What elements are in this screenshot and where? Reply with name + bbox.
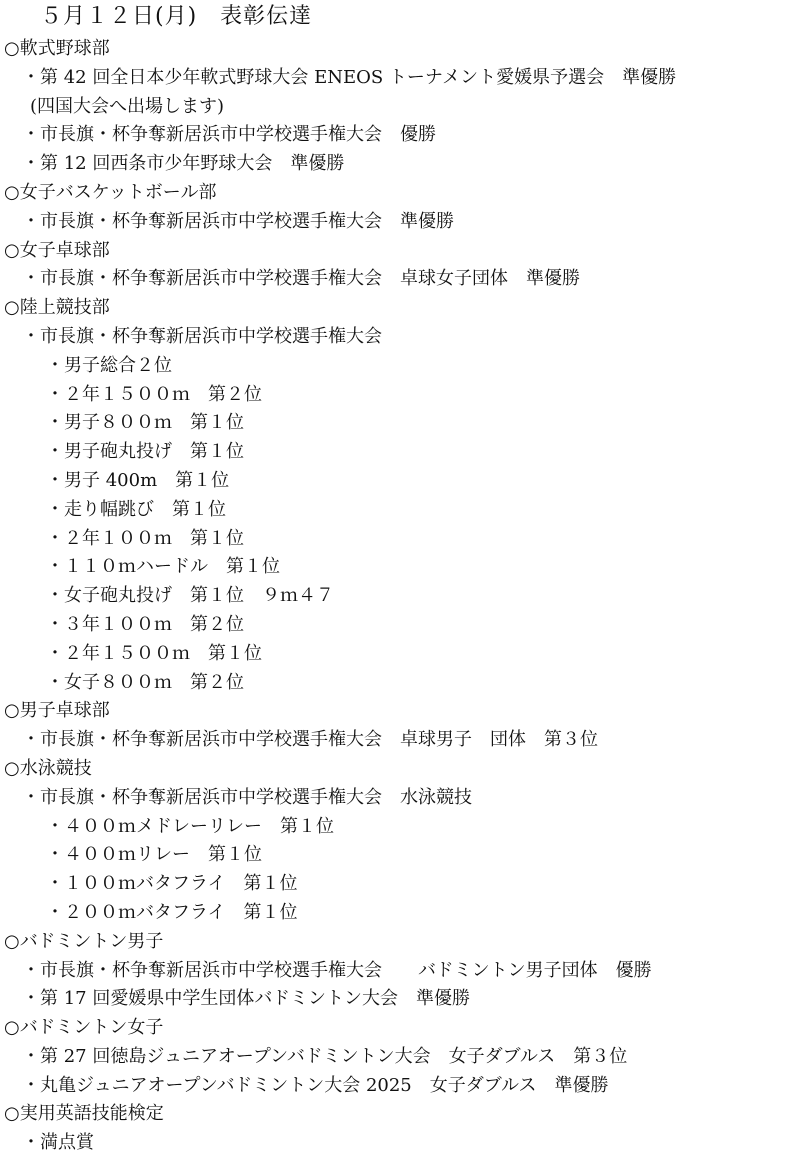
- award-list: [4, 35, 796, 1158]
- section-heading: ○水泳競技: [4, 757, 92, 779]
- award-item: ・市長旗・杯争奪新居浜市中学校選手権大会 準優勝: [22, 210, 454, 232]
- award-item: ・市長旗・杯争奪新居浜市中学校選手権大会: [22, 325, 382, 347]
- section-heading: ○女子バスケットボール部: [4, 181, 217, 203]
- award-subitem: ・２年１００ｍ 第１位: [46, 527, 244, 549]
- award-subitem: ・４００ｍリレー 第１位: [46, 844, 262, 866]
- award-subitem: ・女子８００ｍ 第２位: [46, 671, 244, 693]
- award-subitem: ・４００ｍメドレーリレー 第１位: [46, 815, 334, 837]
- section-heading: ○男子卓球部: [4, 700, 110, 722]
- award-item: ・市長旗・杯争奪新居浜市中学校選手権大会 卓球男子 団体 第３位: [22, 729, 598, 751]
- award-note: (四国大会へ出場します): [30, 95, 225, 117]
- award-item: ・第 27 回徳島ジュニアオープンバドミントン大会 女子ダブルス 第３位: [22, 1045, 628, 1067]
- page-title: ５月１２日(月) 表彰伝達: [40, 4, 313, 29]
- award-item: ・市長旗・杯争奪新居浜市中学校選手権大会 卓球女子団体 準優勝: [22, 268, 580, 290]
- section-heading: ○女子卓球部: [4, 239, 110, 261]
- award-subitem: ・男子 400m 第１位: [46, 469, 230, 491]
- award-subitem: ・男子８００ｍ 第１位: [46, 412, 244, 434]
- award-subitem: ・２年１５００ｍ 第２位: [46, 383, 262, 405]
- section-heading: ○バドミントン女子: [4, 1017, 164, 1039]
- award-item: ・満点賞: [22, 1132, 94, 1154]
- award-item: ・第 17 回愛媛県中学生団体バドミントン大会 準優勝: [22, 988, 470, 1010]
- award-item: ・第 42 回全日本少年軟式野球大会 ENEOS トーナメント愛媛県予選会 準優勝: [22, 66, 677, 88]
- award-subitem: ・１１０ｍハードル 第１位: [46, 556, 280, 578]
- award-item: ・市長旗・杯争奪新居浜市中学校選手権大会 バドミントン男子団体 優勝: [22, 959, 652, 981]
- award-subitem: ・女子砲丸投げ 第１位 ９ｍ４７: [46, 585, 334, 607]
- award-subitem: ・２年１５００ｍ 第１位: [46, 642, 262, 664]
- award-subitem: ・男子砲丸投げ 第１位: [46, 441, 244, 463]
- section-heading: ○バドミントン男子: [4, 930, 164, 952]
- award-subitem: ・男子総合２位: [46, 354, 172, 376]
- award-subitem: ・１００ｍバタフライ 第１位: [46, 873, 298, 895]
- award-item: ・丸亀ジュニアオープンバドミントン大会 2025 女子ダブルス 準優勝: [22, 1074, 609, 1096]
- award-subitem: ・走り幅跳び 第１位: [46, 498, 226, 520]
- section-heading: ○軟式野球部: [4, 38, 110, 59]
- award-item: ・市長旗・杯争奪新居浜市中学校選手権大会 水泳競技: [22, 786, 472, 808]
- section-heading: ○陸上競技部: [4, 297, 110, 319]
- section-heading: ○実用英語技能検定: [4, 1103, 164, 1125]
- award-subitem: ・３年１００ｍ 第２位: [46, 613, 244, 635]
- award-item: ・市長旗・杯争奪新居浜市中学校選手権大会 優勝: [22, 124, 436, 146]
- award-subitem: ・２００ｍバタフライ 第１位: [46, 901, 298, 923]
- award-item: ・第 12 回西条市少年野球大会 準優勝: [22, 153, 345, 175]
